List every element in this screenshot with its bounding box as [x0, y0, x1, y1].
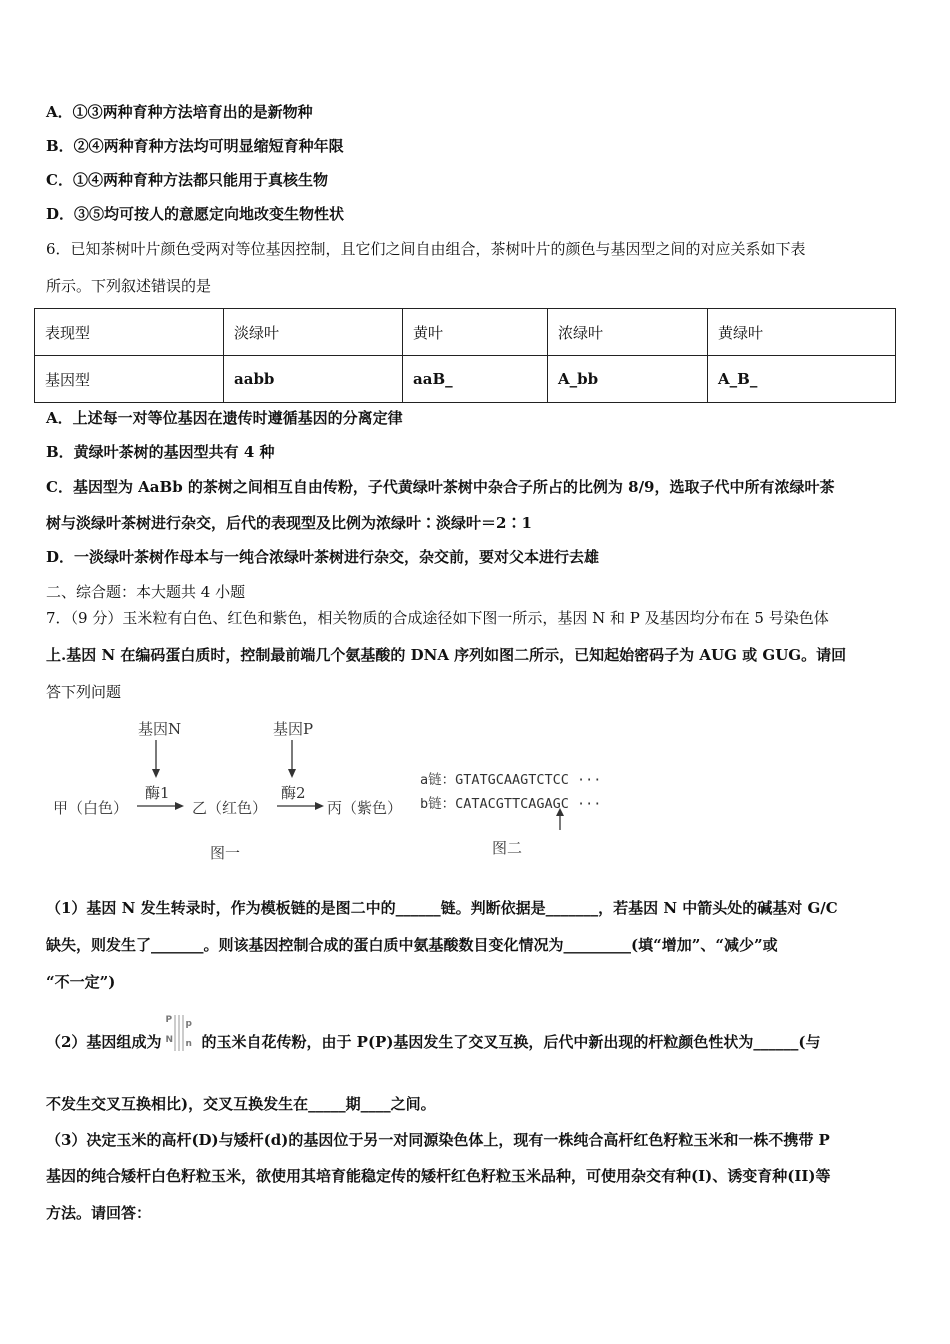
q7-part1-line3: “不一定”) [46, 973, 116, 991]
table-cell: 浓绿叶 [548, 309, 708, 356]
q7-part3-line2: 基因的纯合矮杆白色籽粒玉米，欲使用其培育能稳定传的矮杆红色籽粒玉米品种，可使用杂交有种(I)、诱变育种(II)等 [46, 1167, 831, 1185]
q7-part2-line1 [46, 1015, 910, 1053]
gene-lower-p-glyph: p [185, 1019, 192, 1029]
table-cell: 淡绿叶 [224, 309, 403, 356]
option-5b: B．②④两种育种方法均可明显缩短育种年限 [46, 137, 344, 155]
table-cell: 黄绿叶 [708, 309, 896, 356]
gene-p-glyph: P [165, 1015, 173, 1025]
option-5a: A．①③两种育种方法培育出的是新物种 [46, 103, 313, 121]
option-6c-line2: 树与淡绿叶茶树进行杂交，后代的表现型及比例为浓绿叶∶淡绿叶＝2∶1 [46, 514, 532, 532]
b-chain-sequence: b链：CATACGTTCAGAGC ··· [420, 796, 602, 812]
table-cell: A_bb [548, 356, 708, 403]
q6-stem-line2: 所示。下列叙述错误的是 [46, 277, 212, 295]
part2-text: 的玉米自花传粉，由于 P(P)基因发生了交叉互换，后代中新出现的杆粒颜色性状为______(与 [201, 1033, 821, 1051]
enzyme-2-label: 酶2 [281, 784, 306, 802]
q7-stem-line2: 上.基因 N 在编码蛋白质时，控制最前端几个氨基酸的 DNA 序列如图二所示，已知起始密码子为 AUG 或 GUG。请回 [46, 646, 847, 664]
enzyme-1-label: 酶1 [145, 784, 170, 802]
substance-a-label: 甲（白色） [53, 799, 129, 817]
chromosome-lines [161, 1011, 201, 1057]
option-6c-line1: C．基因型为 AaBb 的茶树之间相互自由传粉，子代黄绿叶茶树中杂合子所占的比例为 8/9，选取子代中所有浓绿叶茶 [46, 478, 835, 496]
table-cell: aabb [224, 356, 403, 403]
table-cell: 基因型 [35, 356, 224, 403]
option-6d: D．一淡绿叶茶树作母本与一纯合浓绿叶茶树进行杂交，杂交前，要对父本进行去雄 [46, 548, 600, 566]
q7-part1-line2: 缺失，则发生了_______。则该基因控制合成的蛋白质中氨基酸数目变化情况为_________(填“增加”、“减少”或 [46, 936, 778, 954]
table-cell: A_B_ [708, 356, 896, 403]
part2-prefix: （2）基因组成为 [46, 1033, 162, 1051]
q7-stem-line3: 答下列问题 [46, 683, 122, 701]
substance-c-label: 丙（紫色） [327, 799, 403, 817]
table-cell: 黄叶 [403, 309, 548, 356]
gene-n-label: 基因N [138, 720, 182, 738]
q7-part2-line2: 不发生交叉互换相比)，交叉互换发生在_____期____之间。 [46, 1095, 436, 1113]
figure-2-caption: 图二 [492, 839, 523, 857]
q7-part1-line1: （1）基因 N 发生转录时，作为模板链的是图二中的______链。判断依据是_______，若基因 N 中箭头处的碱基对 G/C [46, 899, 838, 917]
section-heading: 二、综合题：本大题共 4 小题 [46, 583, 246, 601]
option-5d: D．③⑤均可按人的意愿定向地改变生物性状 [46, 205, 345, 223]
option-5c: C．①④两种育种方法都只能用于真核生物 [46, 171, 328, 189]
substance-b-label: 乙（红色） [192, 799, 268, 817]
q7-part3-line3: 方法。请回答： [46, 1204, 152, 1222]
figure-1-caption: 图一 [210, 844, 241, 862]
gene-lower-n-glyph: n [185, 1039, 192, 1049]
a-chain-sequence: a链：GTATGCAAGTCTCC ··· [420, 772, 602, 788]
table-cell: aaB_ [403, 356, 548, 403]
option-6a: A．上述每一对等位基因在遗传时遵循基因的分离定律 [46, 409, 403, 427]
q6-stem-line1: 6．已知茶树叶片颜色受两对等位基因控制，且它们之间自由组合，茶树叶片的颜色与基因型之间的对应关系如下表 [46, 240, 806, 258]
gene-p-label: 基因P [273, 720, 314, 738]
option-6b: B．黄绿叶茶树的基因型共有 4 种 [46, 443, 275, 461]
q7-part3-line1: （3）决定玉米的高杆(D)与矮杆(d)的基因位于另一对同源染色体上，现有一株纯合高杆红色籽粒玉米和一株不携带 P [46, 1131, 830, 1149]
q7-stem-line1: 7．（9 分）玉米粒有白色、红色和紫色，相关物质的合成途径如下图一所示，基因 N 和 P 及基因均分布在 5 号染色体 [46, 609, 829, 627]
gene-n-glyph: N [165, 1035, 173, 1045]
chromosome-genotype-icon [161, 1015, 201, 1053]
table-cell: 表现型 [35, 309, 224, 356]
